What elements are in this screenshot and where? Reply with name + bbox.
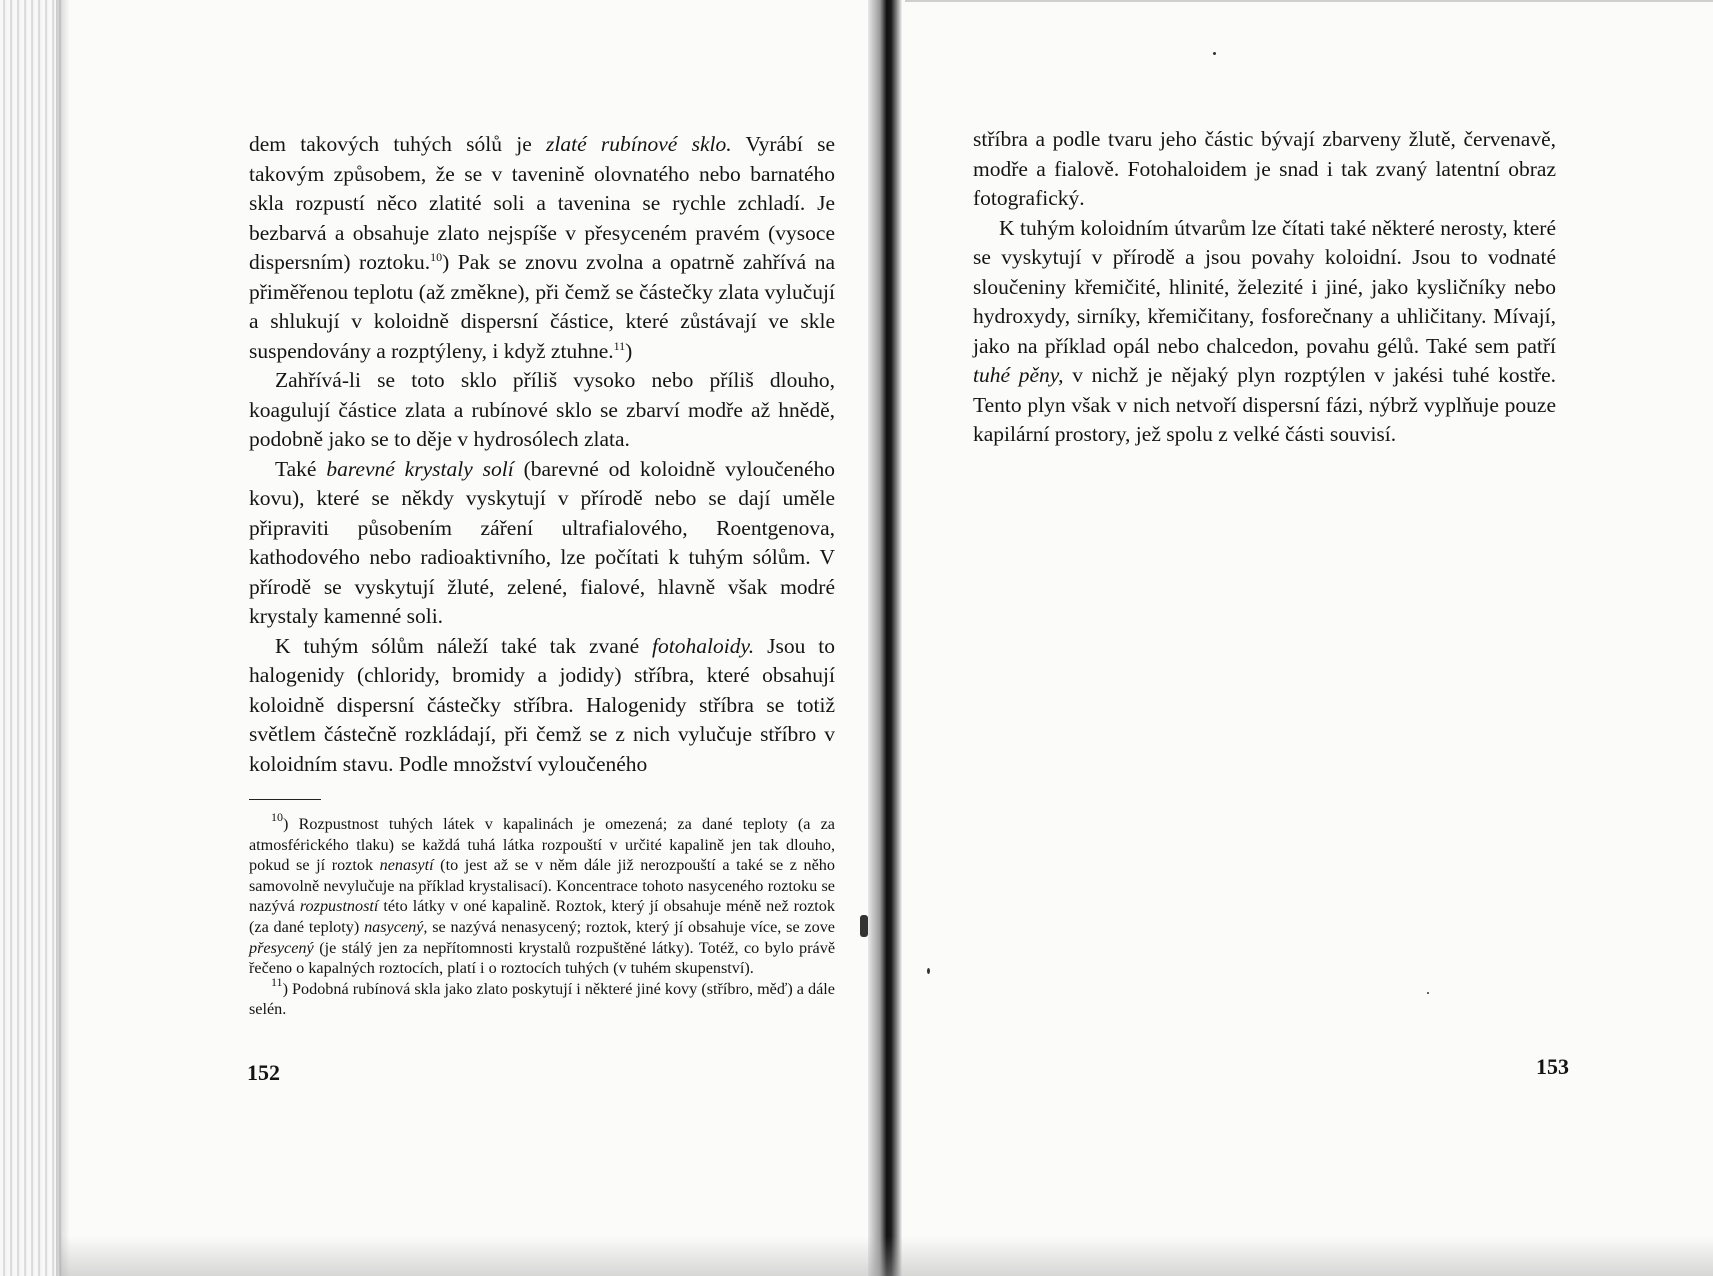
- right-paragraph: [973, 125, 1556, 214]
- italic-text: rozpustností: [299, 897, 379, 916]
- italic-text: fotohaloidy.: [652, 633, 755, 658]
- text-run: (je stálý jen za nepřítomnosti krystalů rozpuštěné látky). Totéž, co bylo právě řečeno o kapalných roztocích, platí i o roztocích tuhých (v tuhém skupenství).: [249, 938, 835, 978]
- text-run: stříbra a podle tvaru jeho částic bývají zbarveny žlutě, červenavě, modře a fialově. Fotohaloidem je snad i tak zvaný latentní obraz fotografický.: [973, 127, 1556, 210]
- text-run: (barevné od koloidně vyloučeného kovu), které se někdy vyskytují v přírodě nebo se dají uměle připraviti působením záření ultrafialového, Roentgenova, kathodového nebo radioaktivního, lze počítati k tuhým sólům. V přírodě se vyskytují žluté, zelené, fialové, hlavně však modré krystaly kamenné soli.: [249, 456, 836, 628]
- text-run: K tuhým sólům náleží také tak zvané: [275, 633, 653, 658]
- footnote-separator: [249, 799, 321, 800]
- text-run: Také: [275, 456, 327, 481]
- page-edge-shadow: [56, 0, 70, 1276]
- bottom-edge-shadow: [60, 1236, 1713, 1276]
- text-run: (to jest až se v něm dále již nerozpouští a také se z něho samovolně nevylučuje na příklad krystalisací). Koncentrace tohoto nasyceného roztoku se nazývá: [249, 856, 835, 916]
- italic-text: barevné krystaly solí: [326, 456, 514, 481]
- top-edge-line: [905, 0, 1713, 2]
- left-page: [249, 130, 835, 1020]
- left-paragraph: [249, 366, 835, 455]
- text-run: této látky v oné kapalině. Roztok, který jí obsahuje méně než roztok (za dané teploty): [249, 897, 835, 936]
- scan-speck: [1427, 992, 1429, 994]
- italic-text: zlaté rubínové sklo.: [546, 132, 732, 156]
- scan-speck: [1213, 52, 1216, 55]
- left-paragraph: [249, 632, 835, 780]
- book-gutter: [868, 0, 902, 1276]
- left-paragraph: [249, 455, 835, 632]
- footnote-10: [249, 810, 835, 979]
- scan-speck: [927, 968, 930, 974]
- text-run: ): [625, 338, 633, 363]
- text-run: ) Rozpustnost tuhých látek v kapalinách je omezená; za dané teploty (a za atmosférického tlaku) se každá tuhá látka rozpouští v určité kapalině jen tak dlouho, pokud se jí roztok: [249, 815, 835, 875]
- text-run: Jsou to halogenidy (chloridy, bromidy a jodidy) stříbra, které obsahují koloidně dispersní částečky stříbra. Halogenidy stříbra se totiž světlem částečně rozkládají, při čemž se z nich vylučuje stříbro v koloidním stavu. Podle množství vyloučeného: [249, 633, 835, 776]
- italic-text: nenasytí: [379, 856, 434, 875]
- right-paragraph: [973, 214, 1556, 450]
- text-run: dem takových tuhých sólů je: [249, 132, 547, 156]
- text-run: v nichž je nějaký plyn rozptýlen v jakési tuhé kostře. Tento plyn však v nich netvoří dispersní fázi, nýbrž vyplňuje pouze kapilární prostory, jež spolu z velké části souvisí.: [973, 363, 1556, 446]
- footnote-ref: 10: [271, 810, 283, 824]
- text-run: Vyrábí se takovým způsobem, že se v tavenině olovnatého nebo barnatého skla rozpustí něco zlatité soli a tavenina se rychle zchladí. Je bezbarvá a obsahuje zlato nejspíše v přesyceném pravém (vysoce dispersním) roztoku.: [249, 132, 836, 274]
- text-run: ) Podobná rubínová skla jako zlato poskytují i některé jiné kovy (stříbro, měď) a dále selén.: [249, 979, 835, 1019]
- italic-text: nasycený,: [364, 917, 428, 936]
- left-paragraph: [249, 130, 835, 366]
- footnote-ref: 11: [613, 338, 626, 353]
- footnote-11: [249, 974, 835, 1020]
- page-edges-decoration: [0, 0, 62, 1276]
- footnote-ref: 10: [430, 250, 443, 264]
- text-run: ) Pak se znovu zvolna a opatrně zahřívá na přiměřenou teplotu (až změkne), při čemž se částečky zlata vylučují a shlukují v koloidně dispersní částice, které zůstávají ve skle suspendovány a rozptýleny, i když ztuhne.: [249, 250, 835, 363]
- footnote-ref: 11: [271, 974, 283, 989]
- italic-text: přesycený: [249, 938, 314, 957]
- page-number-right: 153: [1536, 1054, 1569, 1079]
- italic-text: tuhé pěny,: [973, 363, 1064, 387]
- text-run: se nazývá nenasycený; roztok, který jí obsahuje více, se zove: [427, 917, 835, 936]
- page-number-left: 152: [247, 1060, 280, 1085]
- right-page: [973, 125, 1556, 450]
- text-run: Zahřívá-li se toto sklo příliš vysoko nebo příliš dlouho, koagulují částice zlata a rubínové sklo se zbarví modře až hnědě, podobně jako se to děje v hydrosólech zlata.: [249, 368, 835, 451]
- text-run: K tuhým koloidním útvarům lze čítati také některé nerosty, které se vyskytují v přírodě a jsou povahy koloidní. Jsou to vodnaté sloučeniny křemičité, hlinité, železité i jiné, jako kysličníky nebo hydroxydy, sirníky, křemičitany, fosforečnany a uhličitany. Mívají, jako na příklad opál nebo chalcedon, povahu gélů. Také sem patří: [973, 215, 1556, 358]
- scan-speck: [860, 915, 868, 937]
